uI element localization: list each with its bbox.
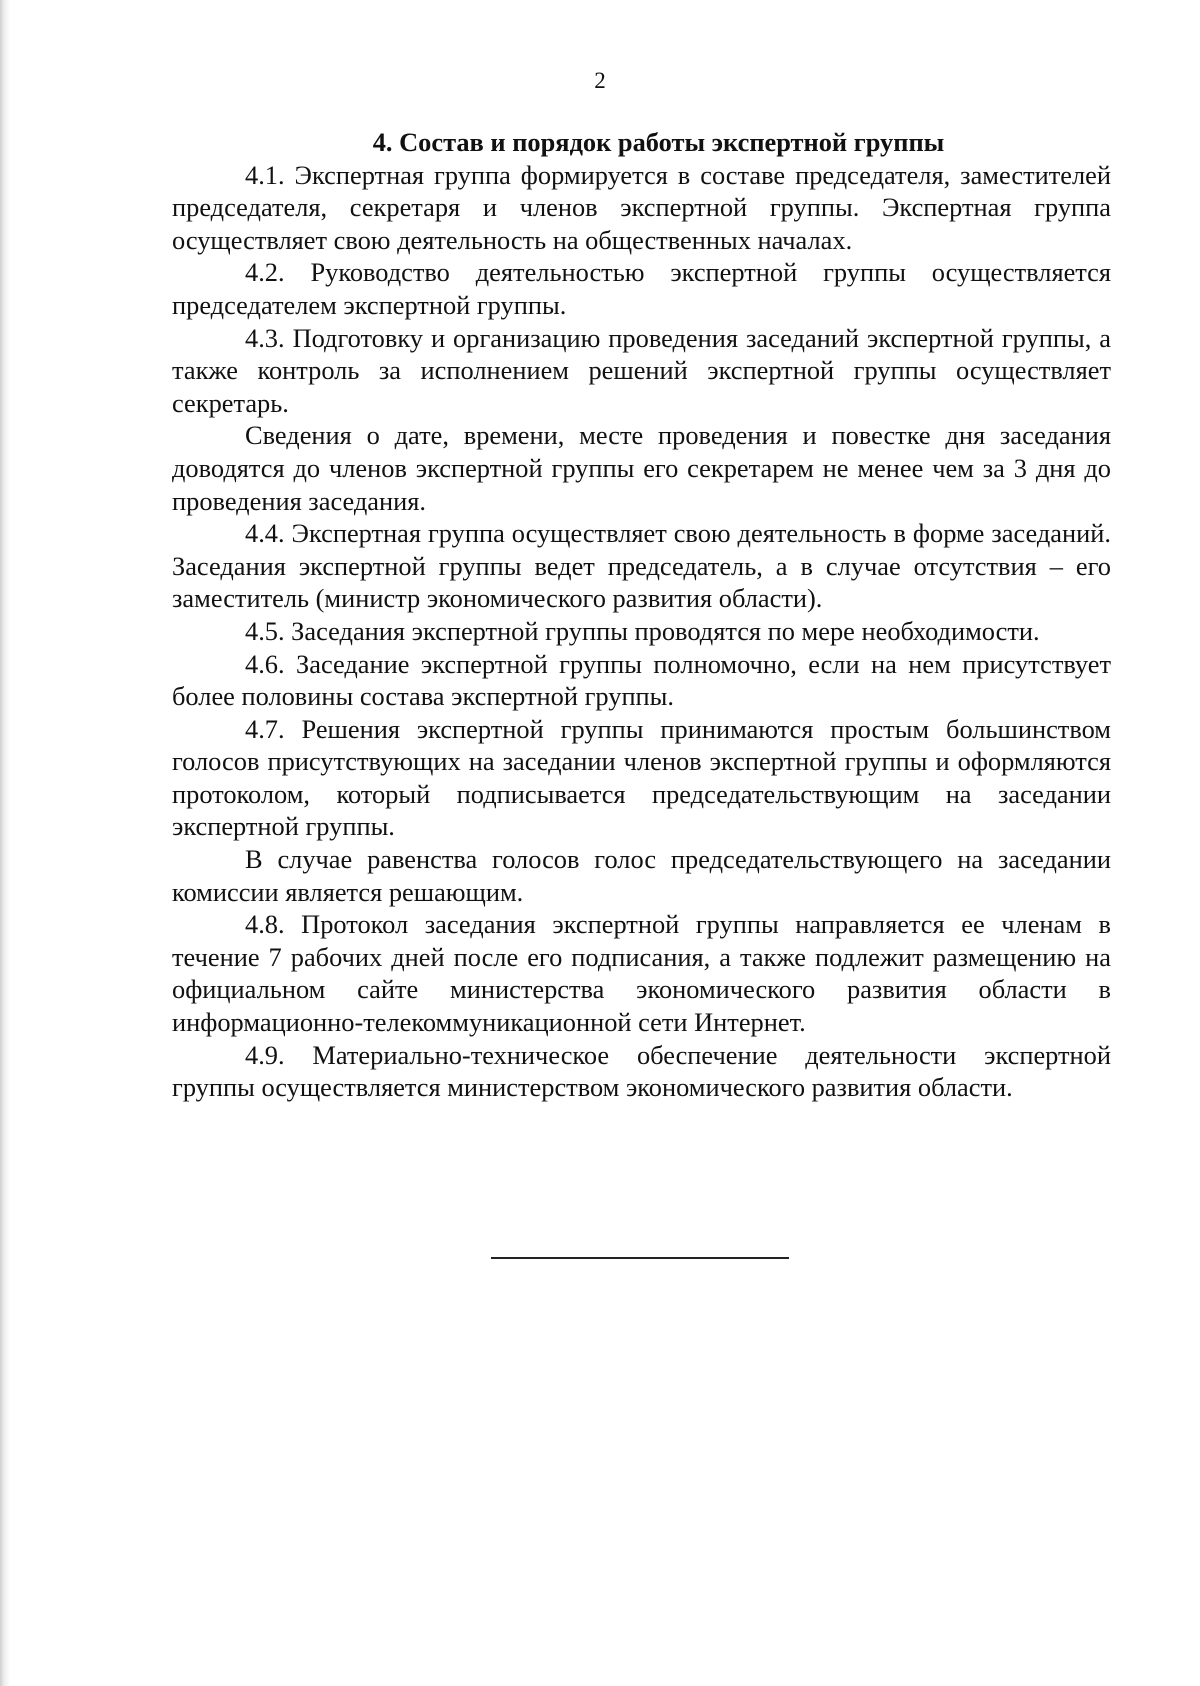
paragraph-4-3: 4.3. Подготовку и организацию проведения заседаний экспертной группы, а также контроль за исполнением решений экспертной группы осуществляет секретарь. xyxy=(172,322,1111,418)
paragraph-4-7-tie: В случае равенства голосов голос председательствующего на заседании комиссии является решающим. xyxy=(172,844,1111,907)
paragraph-4-9: 4.9. Материально-техническое обеспечение деятельности экспертной группы осуществляется министерством экономического развития области. xyxy=(172,1039,1111,1103)
paragraph-4-1: 4.1. Экспертная группа формируется в составе председателя, заместителей председателя, секретаря и членов экспертной группы. Экспертная группа осуществляет свою деятельность на общественных началах. xyxy=(172,159,1111,255)
page-number: 2 xyxy=(594,68,606,93)
section-body xyxy=(172,126,1111,1104)
section-heading: 4. Состав и порядок работы экспертной группы xyxy=(372,127,945,157)
paragraph-4-4: 4.4. Экспертная группа осуществляет свою деятельность в форме заседаний. Заседания экспертной группы ведет председатель, а в случае отсутствия – его заместитель (министр экономического развития области). xyxy=(172,518,1111,614)
paragraph-4-5: 4.5. Заседания экспертной группы проводятся по мере необходимости. xyxy=(245,615,1040,646)
paragraph-4-6: 4.6. Заседание экспертной группы полномочно, если на нем присутствует более половины состава экспертной группы. xyxy=(172,648,1111,712)
paragraph-4-8: 4.8. Протокол заседания экспертной группы направляется ее членам в течение 7 рабочих дней после его подписания, а также подлежит размещению на официальном сайте министерства экономического развития области в информационно-телекоммуникационной сети Интернет. xyxy=(172,909,1111,1038)
paragraph-4-7: 4.7. Решения экспертной группы принимаются простым большинством голосов присутствующих на заседании членов экспертной группы и оформляются протоколом, который подписывается председательствующим на заседании экспертной группы. xyxy=(172,713,1111,842)
paragraph-4-3-notice: Сведения о дате, времени, месте проведения и повестке дня заседания доводятся до членов экспертной группы его секретарем не менее чем за 3 дня до проведения заседания. xyxy=(172,420,1111,516)
paragraph-4-2: 4.2. Руководство деятельностью экспертной группы осуществляется председателем экспертной группы. xyxy=(172,257,1111,320)
end-of-document-rule xyxy=(491,1257,789,1259)
